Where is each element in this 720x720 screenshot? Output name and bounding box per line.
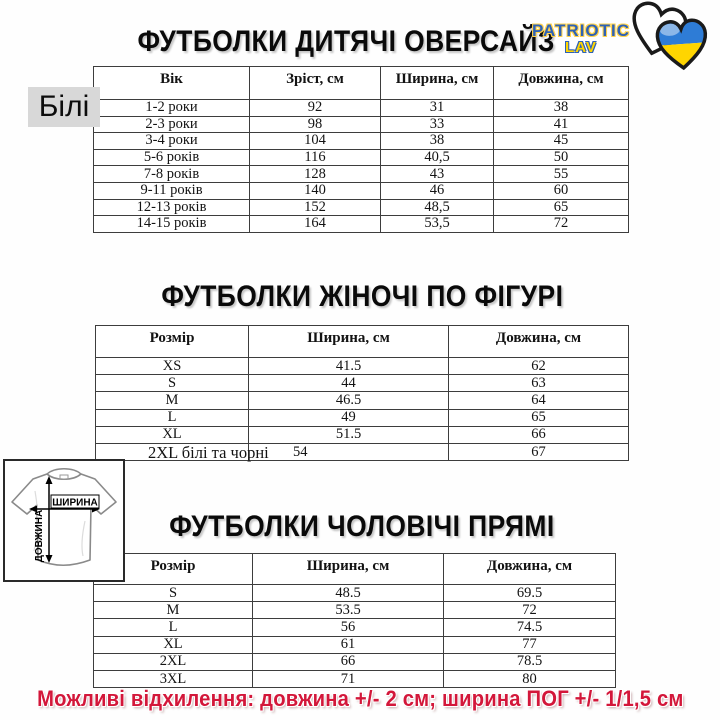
width-label: ШИРИНА — [52, 497, 98, 509]
table-cell: 49 — [249, 409, 449, 426]
table-cell: 164 — [250, 216, 381, 233]
brand-subname-text: LAV — [565, 38, 597, 56]
table-cell: 3XL — [94, 670, 253, 687]
table-cell: 55 — [494, 166, 629, 183]
tshirt-measurement-diagram — [3, 459, 125, 582]
table-cell: 1-2 роки — [94, 100, 250, 117]
table-cell: 65 — [494, 199, 629, 216]
table-row — [94, 182, 629, 199]
column-header: Довжина, см — [494, 67, 629, 100]
table-cell: XS — [96, 358, 249, 375]
table-cell: 60 — [494, 182, 629, 199]
header-row — [94, 554, 616, 585]
length-label: ДОВЖИНА — [34, 509, 45, 563]
table-cell: 3-4 роки — [94, 133, 250, 150]
column-header: Довжина, см — [449, 326, 629, 358]
table-cell: 48,5 — [381, 199, 494, 216]
table-cell: 38 — [494, 100, 629, 117]
table-row — [94, 133, 629, 150]
table-row — [94, 653, 616, 670]
men-size-table — [93, 553, 616, 688]
table-cell: 56 — [253, 619, 444, 636]
table-cell: 72 — [494, 216, 629, 233]
column-header: Розмір — [96, 326, 249, 358]
table-cell: M — [94, 602, 253, 619]
table-cell: 53.5 — [253, 602, 444, 619]
table-cell: 65 — [449, 409, 629, 426]
table-cell: 98 — [250, 116, 381, 133]
header-row — [96, 326, 629, 358]
table-cell: 54 — [249, 443, 449, 460]
column-header: Вік — [94, 67, 250, 100]
tolerance-footnote-text: Можливі відхилення: довжина +/- 2 см; ширина ПОГ +/- 1/1,5 см — [36, 686, 684, 711]
table-cell: 62 — [449, 358, 629, 375]
table-cell: 2XL — [94, 653, 253, 670]
tolerance-footnote — [0, 686, 720, 712]
header-row — [94, 67, 629, 100]
table-cell: 41 — [494, 116, 629, 133]
table-cell: 69.5 — [444, 585, 616, 602]
table-cell: 66 — [253, 653, 444, 670]
women-size-table — [95, 325, 629, 461]
table-row — [96, 375, 629, 392]
table-cell: XL — [94, 636, 253, 653]
table-cell: 38 — [381, 133, 494, 150]
table-cell: 66 — [449, 426, 629, 443]
table-cell: 12-13 років — [94, 199, 250, 216]
table-cell: S — [96, 375, 249, 392]
table-cell: 64 — [449, 392, 629, 409]
table-row — [94, 166, 629, 183]
table-cell: 78.5 — [444, 653, 616, 670]
table-row — [94, 602, 616, 619]
table-row — [94, 585, 616, 602]
table-cell: 14-15 років — [94, 216, 250, 233]
table-row — [94, 116, 629, 133]
table-row — [96, 358, 629, 375]
table-row — [94, 636, 616, 653]
table-cell: 33 — [381, 116, 494, 133]
table-cell: 128 — [250, 166, 381, 183]
table-cell: 5-6 років — [94, 149, 250, 166]
table-cell: 74.5 — [444, 619, 616, 636]
table-row — [96, 392, 629, 409]
table-cell: 9-11 років — [94, 182, 250, 199]
table-row — [94, 149, 629, 166]
table-cell: 61 — [253, 636, 444, 653]
table-cell: 40,5 — [381, 149, 494, 166]
table-cell: L — [94, 619, 253, 636]
column-header: Ширина, см — [249, 326, 449, 358]
column-header: Довжина, см — [444, 554, 616, 585]
table-cell: 44 — [249, 375, 449, 392]
brand-logo — [521, 22, 641, 56]
table-cell: 152 — [250, 199, 381, 216]
table-cell: 77 — [444, 636, 616, 653]
table-row — [94, 100, 629, 117]
table-cell: 71 — [253, 670, 444, 687]
table-cell: 51.5 — [249, 426, 449, 443]
children-size-table — [93, 66, 629, 233]
table-cell: 80 — [444, 670, 616, 687]
table-row — [96, 409, 629, 426]
color-label-white: Білі — [28, 87, 100, 127]
table-cell: 45 — [494, 133, 629, 150]
table-cell: 46 — [381, 182, 494, 199]
table-cell: 72 — [444, 602, 616, 619]
tshirt-drawing-icon — [12, 469, 116, 566]
table-cell: M — [96, 392, 249, 409]
column-header: Розмір — [94, 554, 253, 585]
section-title-children-text: ФУТБОЛКИ ДИТЯЧІ ОВЕРСАЙЗ — [137, 25, 555, 58]
brand-name-text: PATRIOTIC — [531, 21, 631, 40]
table-cell: 63 — [449, 375, 629, 392]
table-cell: 41.5 — [249, 358, 449, 375]
table-cell: 2XL білі та чорні — [96, 443, 249, 460]
table-row — [94, 619, 616, 636]
table-row — [96, 426, 629, 443]
column-header: Ширина, см — [253, 554, 444, 585]
table-row — [94, 199, 629, 216]
table-cell: 116 — [250, 149, 381, 166]
table-row — [94, 216, 629, 233]
table-cell: 48.5 — [253, 585, 444, 602]
section-title-men-text: ФУТБОЛКИ ЧОЛОВІЧІ ПРЯМІ — [169, 510, 555, 543]
column-header: Зріст, см — [250, 67, 381, 100]
section-title-women — [2, 280, 720, 314]
table-cell: 43 — [381, 166, 494, 183]
table-cell: 2-3 роки — [94, 116, 250, 133]
table-cell: 53,5 — [381, 216, 494, 233]
table-cell: 31 — [381, 100, 494, 117]
table-cell: 104 — [250, 133, 381, 150]
table-cell: XL — [96, 426, 249, 443]
table-cell: L — [96, 409, 249, 426]
column-header: Ширина, см — [381, 67, 494, 100]
table-cell: 67 — [449, 443, 629, 460]
table-cell: 50 — [494, 149, 629, 166]
table-cell: 140 — [250, 182, 381, 199]
table-cell: S — [94, 585, 253, 602]
hearts-logo-icon — [624, 0, 720, 87]
table-cell: 92 — [250, 100, 381, 117]
table-cell: 7-8 років — [94, 166, 250, 183]
table-row — [96, 443, 629, 460]
section-title-women-text: ФУТБОЛКИ ЖІНОЧІ ПО ФІГУРІ — [161, 280, 563, 313]
table-cell: 46.5 — [249, 392, 449, 409]
